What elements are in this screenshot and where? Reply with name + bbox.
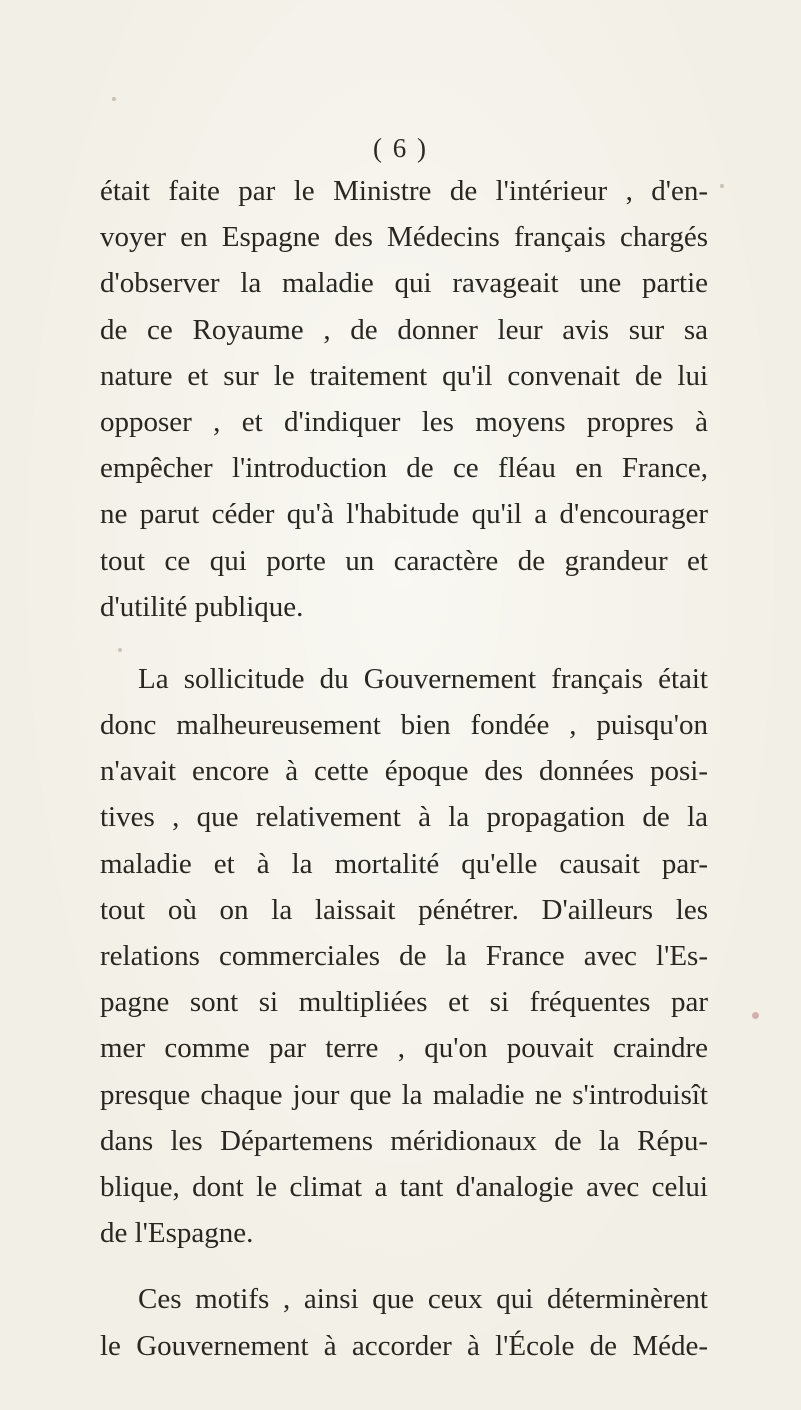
- text-line: ne parut céder qu'à l'habitude qu'il a d'encourager: [100, 498, 708, 531]
- paragraph-3: [100, 1276, 708, 1368]
- text-line: de ce Royaume , de donner leur avis sur sa: [100, 313, 708, 346]
- paragraph-1: [100, 168, 708, 630]
- page-number: ( 6 ): [373, 133, 428, 163]
- text-line: le Gouvernement à accorder à l'École de Méde-: [100, 1329, 708, 1362]
- text-line: d'utilité publique.: [100, 590, 304, 623]
- text-line: empêcher l'introduction de ce fléau en France,: [100, 452, 708, 485]
- paper-speck: [112, 97, 116, 101]
- text-line: tives , que relativement à la propagation de la: [100, 801, 708, 834]
- text-line: Ces motifs , ainsi que ceux qui déterminèrent: [138, 1283, 708, 1316]
- text-line: nature et sur le traitement qu'il convenait de lui: [100, 359, 708, 392]
- text-line: blique, dont le climat a tant d'analogie avec celui: [100, 1170, 708, 1203]
- text-line: mer comme par terre , qu'on pouvait craindre: [100, 1032, 708, 1065]
- paragraph-2: [100, 656, 708, 1256]
- text-line: tout ce qui porte un caractère de grandeur et: [100, 544, 708, 577]
- text-line: pagne sont si multipliées et si fréquentes par: [100, 986, 708, 1019]
- text-line: de l'Espagne.: [100, 1217, 254, 1250]
- paper-speck: [752, 1012, 759, 1019]
- text-line: relations commerciales de la France avec l'Es-: [100, 940, 708, 972]
- text-line: La sollicitude du Gouvernement français était: [138, 662, 708, 695]
- paper-speck: [118, 648, 122, 652]
- body-text: [100, 168, 708, 1369]
- text-line: voyer en Espagne des Médecins français chargés: [100, 221, 708, 254]
- text-line: n'avait encore à cette époque des données posi-: [100, 755, 708, 788]
- text-line: opposer , et d'indiquer les moyens propres à: [100, 405, 708, 438]
- text-line: d'observer la maladie qui ravageait une partie: [100, 267, 708, 300]
- paper-speck: [720, 184, 724, 188]
- text-line: maladie et à la mortalité qu'elle causait par-: [100, 847, 708, 880]
- text-line: tout où on la laissait pénétrer. D'ailleurs les: [100, 893, 708, 926]
- text-line: dans les Départemens méridionaux de la Répu-: [100, 1124, 708, 1157]
- text-line: donc malheureusement bien fondée , puisqu'on: [100, 709, 708, 742]
- text-line: était faite par le Ministre de l'intérieur , d'en-: [100, 175, 708, 207]
- text-line: presque chaque jour que la maladie ne s'introduisît: [100, 1078, 708, 1111]
